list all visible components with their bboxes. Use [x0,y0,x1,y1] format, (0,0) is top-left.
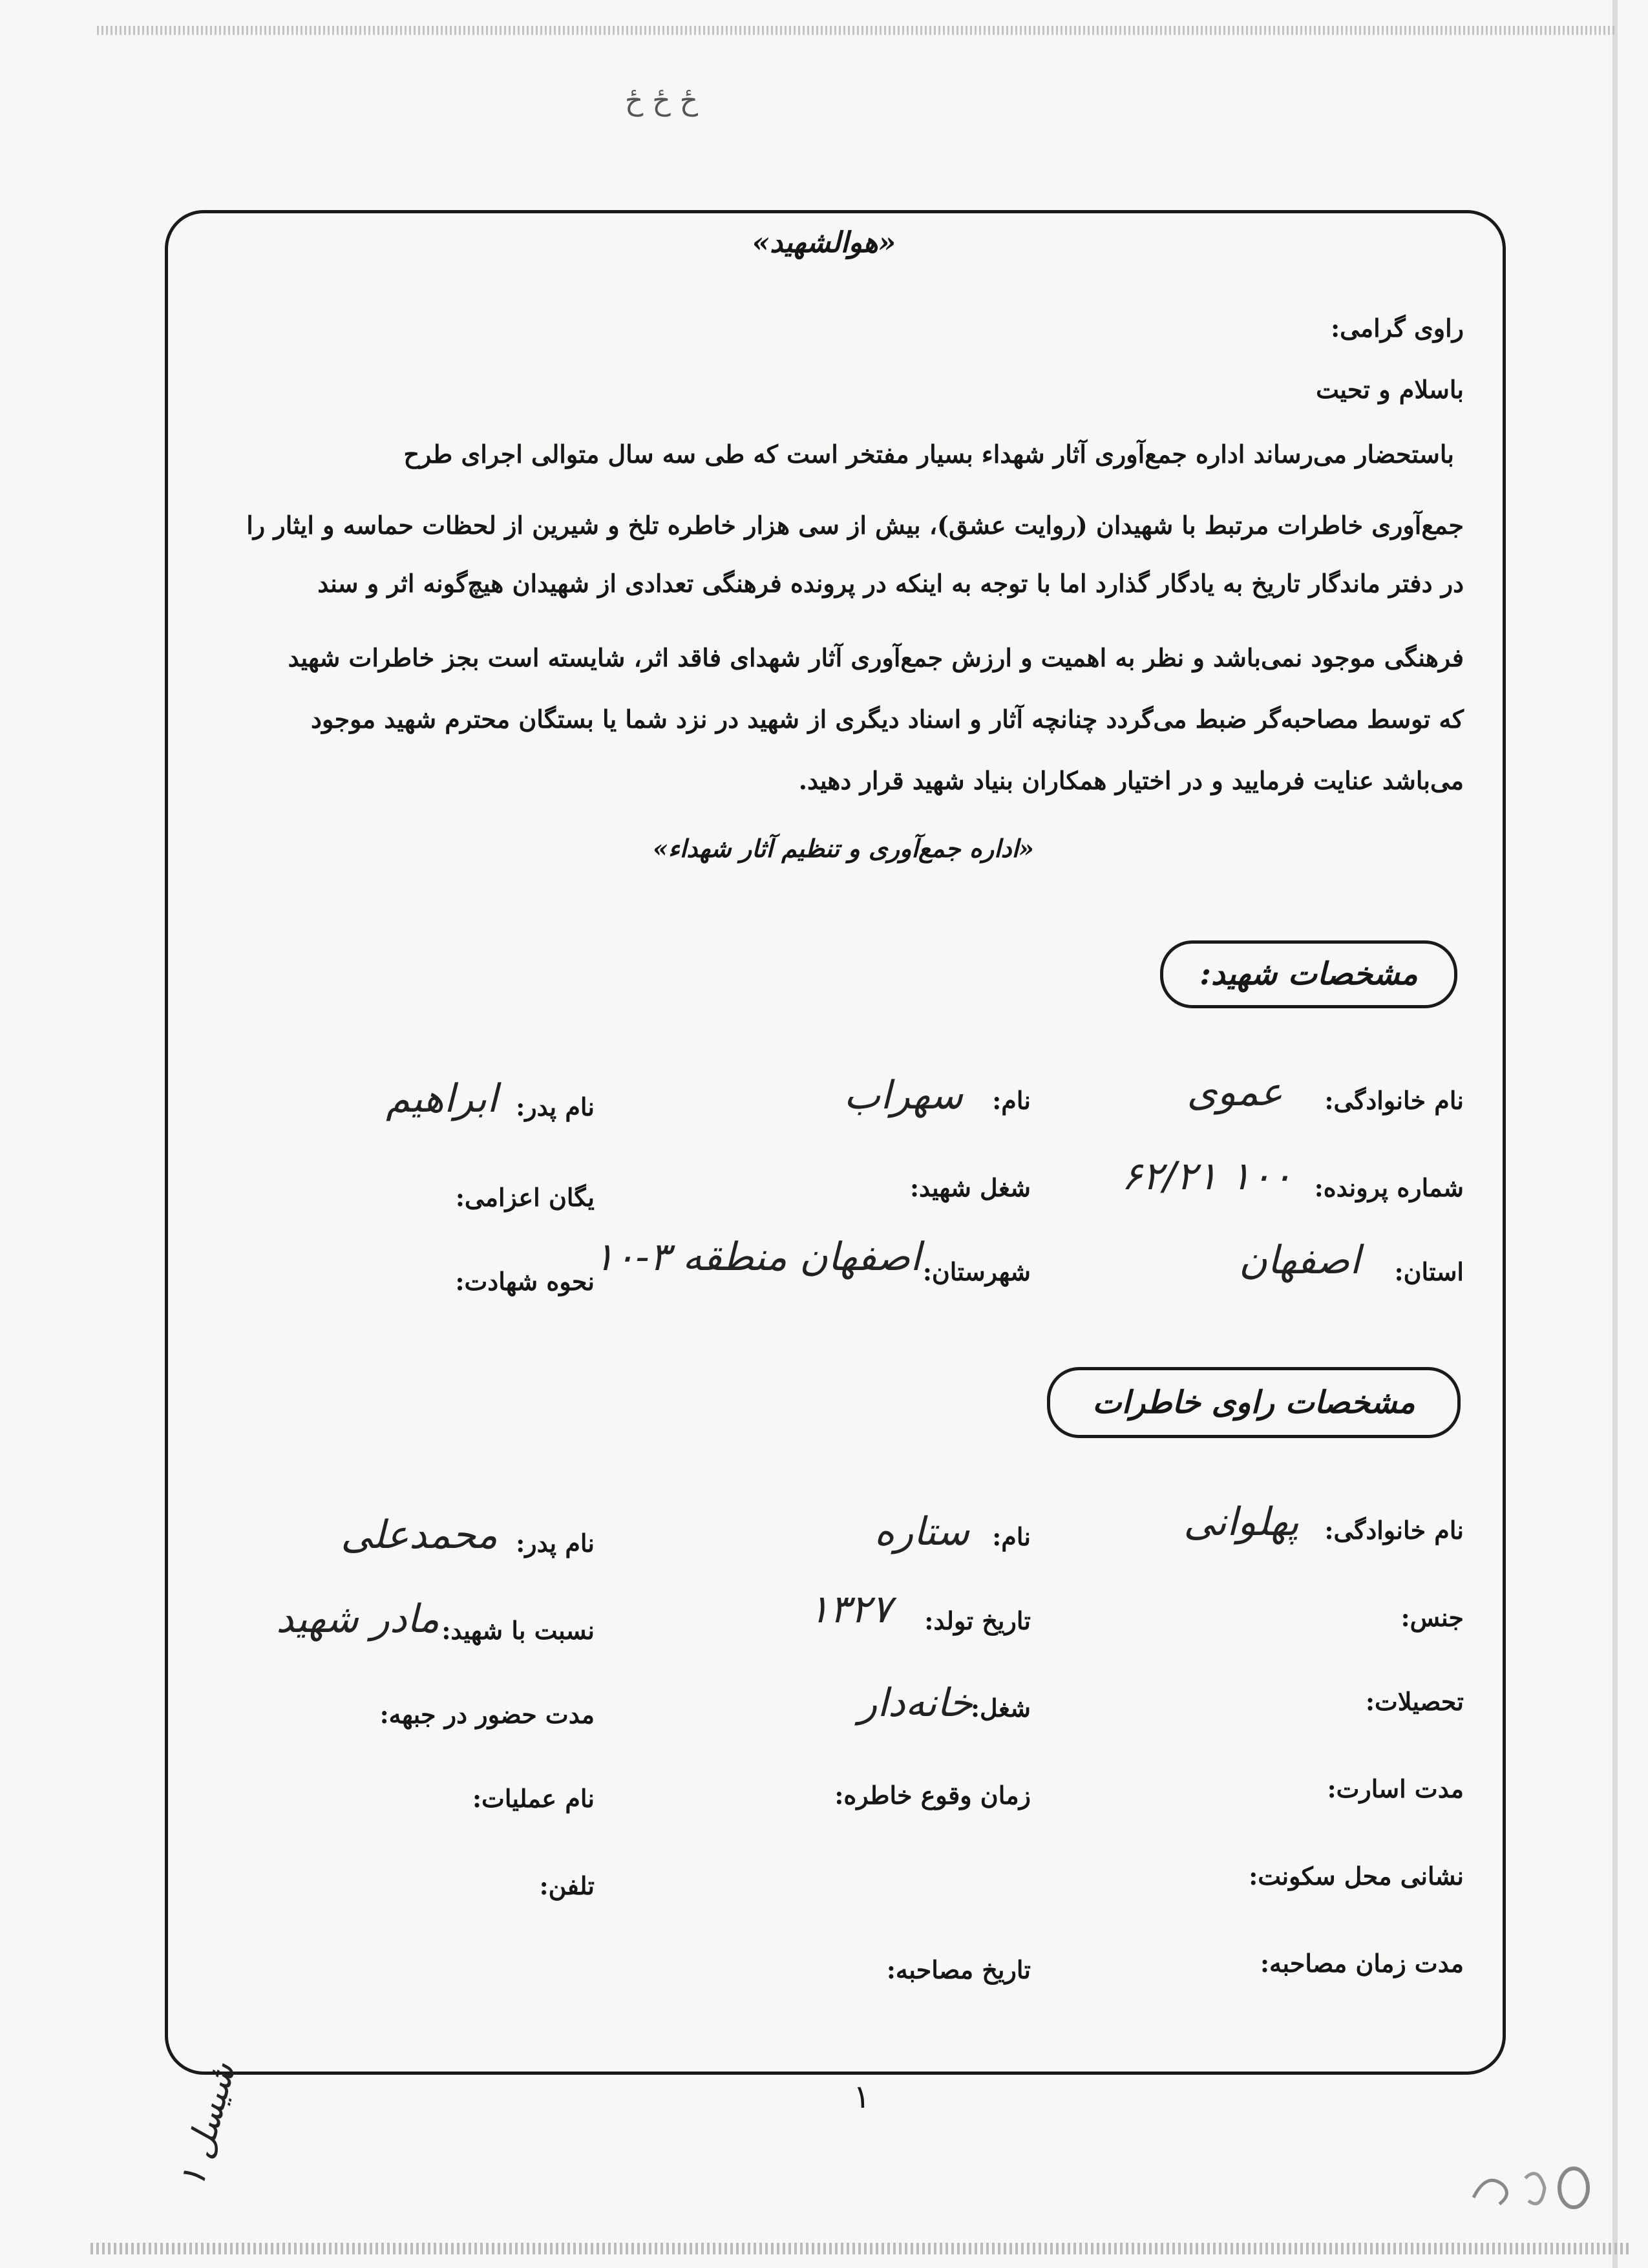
narrator-father-name-value: محمدعلی [341,1512,498,1558]
interview-duration-label: مدت زمان مصاحبه: [1260,1949,1464,1978]
scan-edge-right [1612,0,1618,2268]
paragraph-line: فرهنگی موجود نمی‌باشد و نظر به اهمیت و ارزش جمع‌آوری آثار شهدای فاقد اثر، شایسته است بجز خاطرات شهید [288,643,1464,672]
paragraph-line: جمع‌آوری خاطرات مرتبط با شهیدان (روایت عشق)، بیش از سی هزار خاطره تلخ و شیرین از لحظات حماسه و ایثار را [246,511,1464,540]
martyr-father-name-value: ابراهیم [386,1076,498,1121]
narrator-first-name-label: نام: [992,1522,1031,1551]
martyr-family-name-value: عموی [1187,1070,1283,1115]
page-number: ۱ [853,2078,871,2115]
martyr-file-number-value: ۱۰۰ ۶۲/۲۱ [1121,1154,1293,1199]
paragraph-line: باستحضار می‌رساند اداره جمع‌آوری آثار شهداء بسیار مفتخر است که طی سه سال متوالی اجرای طرح [403,440,1454,469]
narrator-father-name-label: نام پدر: [516,1529,595,1558]
greeting: باسلام و تحیت [1316,375,1464,404]
martyr-city-value: اصفهان منطقه ۳-۱۰ [593,1235,921,1280]
martyr-unit-label: یگان اعزامی: [455,1183,595,1212]
narrator-family-name-label: نام خانوادگی: [1324,1516,1464,1545]
front-duration-label: مدت حضور در جبهه: [379,1700,595,1729]
paragraph-line: می‌باشد عنایت فرمایید و در اختیار همکاران بنیاد شهید قرار دهید. [798,766,1464,795]
document-heading: «هوالشهید» [752,226,896,259]
interview-date-label: تاریخ مصاحبه: [886,1955,1031,1984]
residence-address-label: نشانی محل سکونت: [1249,1861,1464,1891]
scan-artifact-mark [1467,2159,1596,2227]
operation-name-label: نام عملیات: [472,1784,595,1813]
narrator-relation-label: نسبت با شهید: [441,1616,595,1645]
martyr-file-number-label: شماره پرونده: [1314,1173,1464,1202]
martyr-first-name-label: نام: [992,1086,1031,1115]
martyr-section-title: مشخصات شهید: [1160,940,1457,1008]
salutation: راوی گرامی: [1331,313,1464,343]
narrator-family-name-value: پهلوانی [1183,1500,1299,1545]
narrator-occupation-label: شغل: [971,1693,1031,1722]
office-signature: «اداره جمع‌آوری و تنظیم آثار شهداء» [653,834,1034,863]
paragraph-line: که توسط مصاحبه‌گر ضبط می‌گردد چنانچه آثار و اسناد دیگری از شهید در نزد شما یا بستگان محترم شهید موجود [311,705,1464,734]
martyr-family-name-label: نام خانوادگی: [1324,1086,1464,1115]
narrator-gender-label: جنس: [1400,1603,1464,1632]
narrator-section-title: مشخصات راوی خاطرات [1047,1367,1461,1438]
narrator-relation-value: مادر شهید [276,1596,439,1642]
paragraph-line: در دفتر ماندگار تاریخ به یادگار گذارد اما با توجه به اینکه در پرونده فرهنگی تعدادی از شهیدان هیچ‌گونه اثر و سند [317,569,1464,598]
martyr-province-value: اصفهان [1239,1238,1360,1283]
captivity-duration-label: مدت اسارت: [1327,1774,1464,1803]
phone-label: تلفن: [539,1871,595,1900]
handwritten-margin-note: شیسل ۱ [171,2058,244,2192]
narrator-first-name-value: ستاره [874,1509,969,1554]
martyr-province-label: استان: [1394,1257,1464,1286]
martyr-city-label: شهرستان: [922,1257,1031,1286]
narrator-birth-date-value: ۱۳۲۷ [808,1587,892,1632]
scan-edge-bottom [90,2243,1629,2254]
martyr-first-name-value: سهراب [843,1073,963,1118]
top-marks: ځ ځ ځ [624,84,698,117]
martyr-father-name-label: نام پدر: [516,1092,595,1121]
narrator-education-label: تحصیلات: [1366,1687,1464,1716]
martyr-occupation-label: شغل شهید: [910,1173,1031,1202]
memory-time-label: زمان وقوع خاطره: [834,1781,1031,1810]
narrator-occupation-value: خانه‌دار [858,1680,973,1726]
martyrdom-manner-label: نحوه شهادت: [455,1267,595,1296]
narrator-birth-date-label: تاریخ تولد: [924,1606,1031,1635]
scan-edge-top [97,26,1616,35]
